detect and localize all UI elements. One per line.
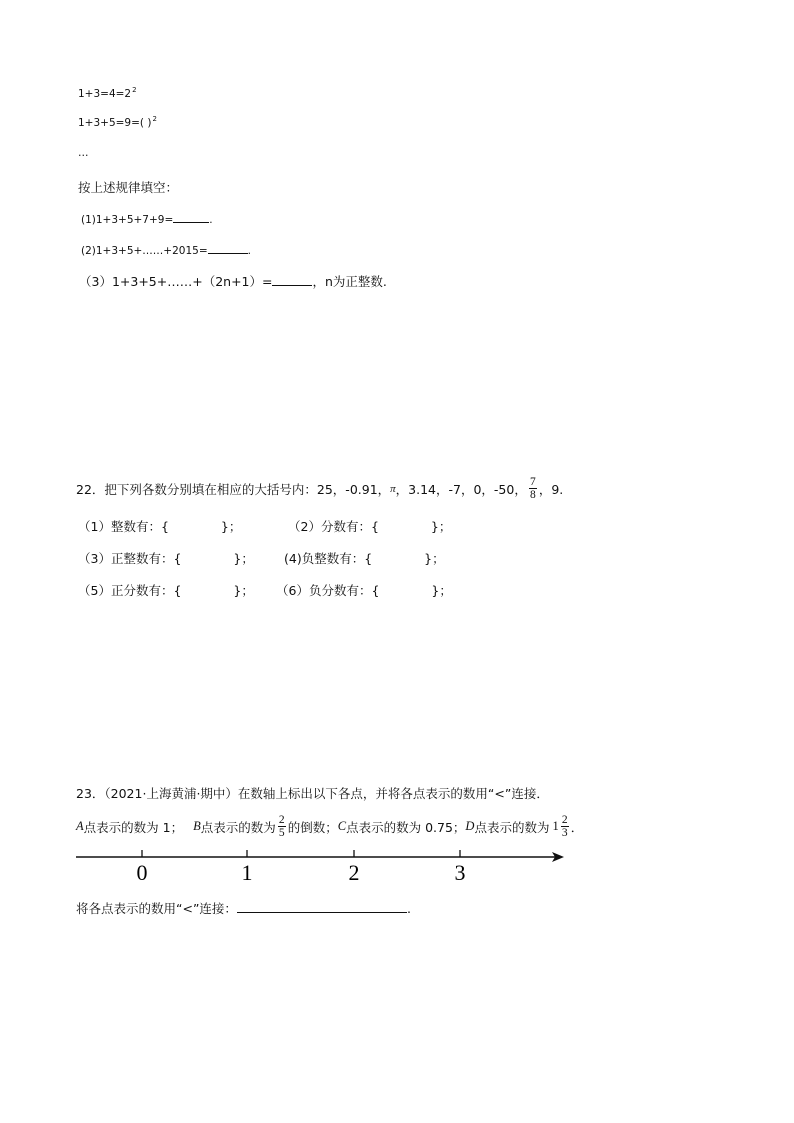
number-line — [72, 845, 572, 887]
q22-category-3 — [78, 549, 254, 567]
point-b-label: B — [193, 819, 201, 833]
q23-stem: 23．（2021·上海黄浦·期中）在数轴上标出以下各点，并将各点表示的数用“<”连接． — [76, 786, 549, 801]
pattern-line-1-exponent: 2 — [132, 86, 137, 94]
tick-label-1: 1 — [241, 860, 253, 885]
tick-label-2: 2 — [348, 860, 360, 885]
q23-points — [76, 814, 583, 839]
q22-category-5 — [78, 581, 254, 599]
point-c-text: 点表示的数为 0.75； — [346, 819, 466, 835]
q22-stem — [76, 476, 563, 501]
point-a-text: 点表示的数为 1； — [83, 819, 184, 835]
q21-item-3-blank[interactable] — [272, 274, 312, 286]
q23-answer-end: . — [406, 901, 411, 916]
fraction-numerator: 7 — [529, 476, 536, 488]
fraction-7-8 — [529, 476, 537, 501]
q21-item-2 — [81, 242, 251, 257]
q22-stem-end: ，9. — [538, 481, 564, 497]
q22-category-4 — [284, 549, 445, 567]
q22-category-2-close: }； — [430, 519, 452, 534]
point-d-text: 点表示的数为 — [474, 819, 550, 835]
fraction-numerator: 2 — [561, 814, 568, 826]
pattern-line-2 — [78, 117, 157, 129]
fraction-denominator: 5 — [278, 827, 285, 839]
tick-label-3: 3 — [454, 860, 466, 885]
q22-category-6-close: }； — [431, 583, 452, 598]
q22-stem-mid: ，3.14，-7，0，-50， — [395, 481, 527, 497]
q21-instruction: 按上述规律填空： — [78, 180, 179, 195]
fraction-2-5 — [278, 814, 286, 839]
q21-item-1-text: (1)1+3+5+7+9= — [81, 214, 174, 226]
point-b-text-2: 的倒数； — [287, 819, 338, 835]
q22-category-1 — [78, 517, 241, 535]
pattern-line-1-text: 1+3=4=2 — [78, 88, 132, 100]
fraction-numerator: 2 — [278, 814, 285, 826]
point-b-text: 点表示的数为 — [200, 819, 276, 835]
point-c-label: C — [337, 819, 347, 833]
mixed-whole: 1 — [552, 819, 559, 833]
q21-item-2-end: . — [247, 245, 251, 257]
pattern-ellipsis: … — [78, 147, 89, 159]
q22-category-4-close: }； — [424, 551, 445, 566]
q21-item-1-blank[interactable] — [173, 211, 209, 223]
q23-answer-line — [76, 899, 411, 917]
q22-category-6 — [276, 581, 452, 599]
q22-stem-text: 22．把下列各数分别填在相应的大括号内：25，-0.91， — [76, 481, 391, 497]
q22-category-6-label: （6）负分数有：{ — [276, 583, 380, 598]
q21-item-1-end: . — [209, 214, 213, 226]
q21-item-3-text: （3）1+3+5+……+（2n+1）= — [79, 274, 273, 289]
pi-symbol: π — [390, 482, 396, 495]
q23-answer-blank[interactable] — [237, 901, 407, 913]
q21-item-1 — [81, 211, 213, 226]
q22-category-3-close: }； — [233, 551, 254, 566]
fraction-denominator: 8 — [529, 489, 536, 501]
q22-category-3-label: （3）正整数有：{ — [78, 551, 182, 566]
pattern-line-2-exponent: 2 — [152, 115, 157, 123]
q22-category-2 — [288, 517, 451, 535]
q22-category-5-close: }； — [233, 583, 254, 598]
q22-category-5-label: （5）正分数有：{ — [78, 583, 182, 598]
q22-category-4-label: (4)负整数有：{ — [284, 551, 373, 566]
q21-item-2-text: (2)1+3+5+……+2015= — [81, 245, 208, 257]
pattern-line-1 — [78, 88, 137, 100]
point-d-end: ． — [570, 819, 584, 835]
mixed-number-1-2-3 — [549, 814, 570, 839]
q21-item-3 — [79, 272, 387, 290]
q23-answer-prefix: 将各点表示的数用“<”连接： — [76, 901, 237, 916]
pattern-line-2-text: 1+3+5=9=( ) — [78, 117, 152, 129]
q22-category-2-label: （2）分数有：{ — [288, 519, 379, 534]
point-d-label: D — [465, 819, 475, 833]
q22-category-1-close: }； — [220, 519, 242, 534]
q21-item-2-blank[interactable] — [208, 242, 248, 254]
point-a-label: A — [76, 819, 84, 833]
q21-item-3-end: ，n为正整数. — [312, 274, 387, 289]
q22-category-1-label: （1）整数有：{ — [78, 519, 169, 534]
fraction-denominator: 3 — [561, 827, 568, 839]
tick-label-0: 0 — [136, 860, 148, 885]
